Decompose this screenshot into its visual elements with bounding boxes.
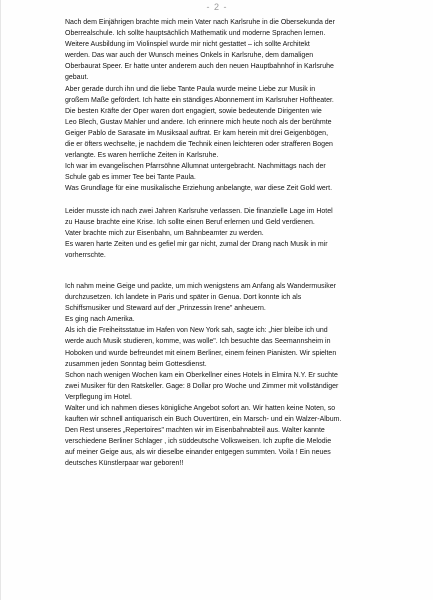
paragraph-spacer xyxy=(65,261,417,281)
paragraph-leaving-karlsruhe: Leider musste ich nach zwei Jahren Karlsruhe verlassen. Die finanzielle Lage im Hotel zu Hause brachte eine Krise. Ich sollte einen Beruf erlernen und Geld verdienen. Vater brachte mich zur Eisenbahn, um Bahnbeamter zu werden. Es waren harte Zeiten und es gefiel mir gar nicht, zumal der Drang nach Musik in mir vorherrschte. xyxy=(65,207,333,259)
paragraph-spacer xyxy=(65,195,417,206)
paragraph-america: Ich nahm meine Geige und packte, um mich wenigstens am Anfang als Wandermusiker durchzusetzen. Ich landete in Paris und später in Genua. Dort konnte ich als Schiffsmusiker und Steward auf der „Prinzessin Irene" anheuern. Es ging nach Amerika. Als ich die Freiheitsstatue im Hafen von New York sah, sagte ich: „hier bleibe ich und werde auch Musik studieren, komme, was wolle". Ich besuchte das Seemannsheim in Hoboken und wurde befreundet mit einem Berliner, einem feinen Pianisten. Wir spielten zusammen jeden Sonntag beim Gottesdienst. Schon nach wenigen Wochen kam ein Oberkellner eines Hotels in Elmira N.Y. Er suchte zwei Musiker für den Ratskeller. Gage: 8 Dollar pro Woche und Zimmer mit vollständiger Verpflegung im Hotel. Walter und ich nahmen dieses königliche Angebot sofort an. Wir hatten keine Noten, so kauften wir schnell antiquarisch ein Buch Ouvertüren, ein Marsch- und ein Walzer-Album. Den Rest unseres „Repertoires" machten wir im Eisenbahnabteil aus. Walter kannte verschiedene Berliner Schlager , ich süddeutsche Volksweisen. Ich zupfte die Melodie auf meiner Geige aus, als wir dieselbe einander entgegen summten. Voila ! Ein neues deutsches Künstlerpaar war geboren!! xyxy=(65,282,342,468)
paragraph-karlsruhe-school: Nach dem Einjährigen brachte mich mein Vater nach Karlsruhe in die Obersekunda der Oberrealschule. Ich sollte hauptsächlich Mathematik und moderne Sprachen lernen. Weitere Ausbildung im Violinspiel wurde mir nicht gestattet – ich sollte Architekt werden. Das war auch der Wunsch meines Onkels in Karlsruhe, dem damaligen Oberbaurat Speer. Er hatte unter anderem auch den neuen Hauptbahnhof in Karlsruhe gebaut. Aber gerade durch ihn und die liebe Tante Paula wurde meine Liebe zur Musik in großem Maße gefördert. Ich hatte ein ständiges Abonnement im Karlsruher Hoftheater. Die besten Kräfte der Oper waren dort engagiert, sowie bedeutende Dirigenten wie Leo Blech, Gustav Mahler und andere. Ich erinnere mich heute noch als der berühmte Geiger Pablo de Sarasate im Musiksaal auftrat. Er kam herein mit drei Geigenbögen, die er öfters wechselte, je nachdem die Technik einen leichteren oder strafferen Bogen verlangte. Es waren herrliche Zeiten in Karlsruhe. Ich war im evangelischen Pfarrsöhne Allumnat untergebracht. Nachmittags nach der Schule gab es immer Tee bei Tante Paula. Was Grundlage für eine musikalische Erziehung anbelangte, war diese Zeit Gold wert. xyxy=(65,19,335,193)
body-text xyxy=(65,17,417,470)
page-number: - 2 - xyxy=(206,2,228,12)
